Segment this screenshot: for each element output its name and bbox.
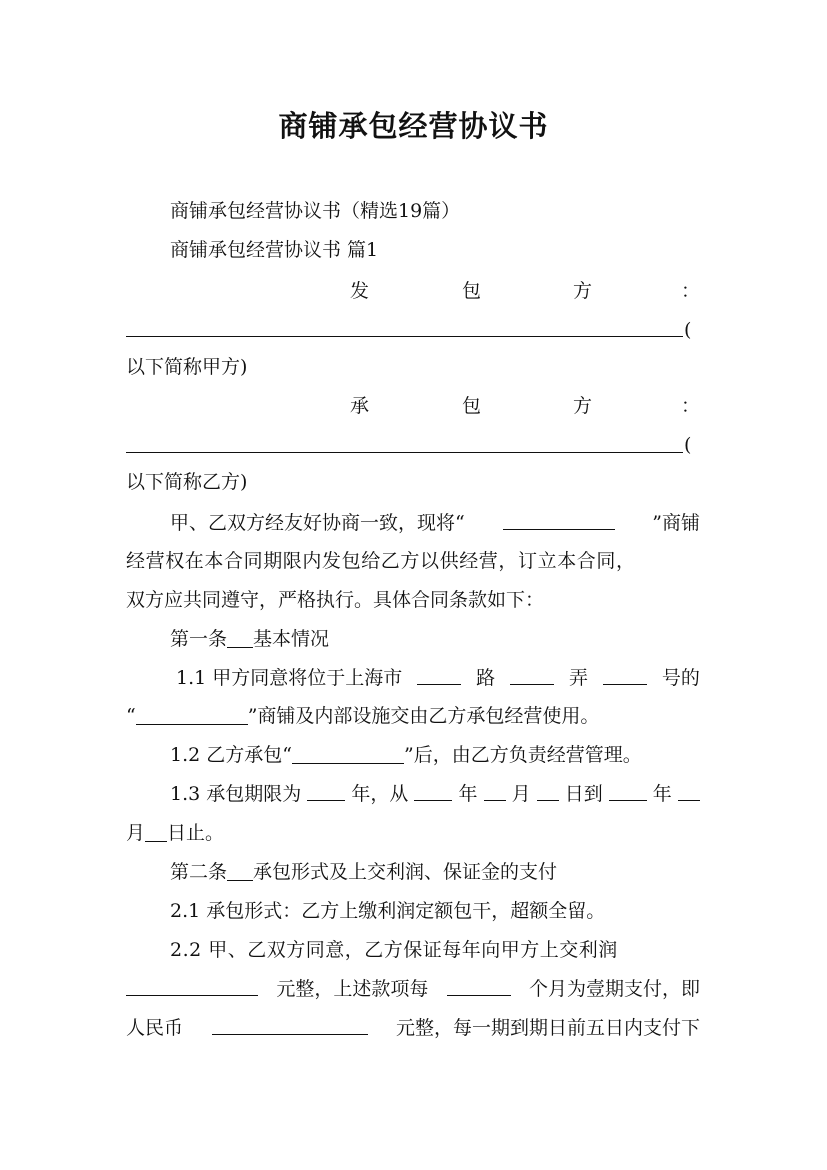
installment-amount-blank <box>212 1014 368 1035</box>
clause-1-3 <box>170 780 700 808</box>
road-blank <box>417 664 461 685</box>
clause-1-3-l2-b: 日止。 <box>167 822 225 844</box>
chapter-heading: 商铺承包经营协议书 篇1 <box>170 239 379 261</box>
start-year-blank <box>414 780 452 801</box>
article-2-heading-text: 承包形式及上交利润、保证金的支付 <box>253 861 558 883</box>
clause-1-3-a: 1.3 承包期限为 <box>170 783 302 805</box>
party-b-char-3: 方 <box>573 395 593 417</box>
party-a-note: 以下简称甲方) <box>126 356 248 378</box>
clause-1-3-e: 日到 <box>564 783 603 805</box>
article-2-heading-gap <box>227 860 253 881</box>
clause-1-1 <box>176 664 700 692</box>
shop-name-blank-3 <box>292 743 404 764</box>
clause-1-1-c: 弄 <box>569 667 589 689</box>
number-blank <box>603 664 647 685</box>
shop-name-blank <box>503 509 615 530</box>
party-b-char-1: 承 <box>350 395 370 417</box>
party-a-char-1: 发 <box>350 280 370 302</box>
clause-1-1-l2-b: ”商铺及内部设施交由乙方承包经营使用。 <box>247 705 600 727</box>
clause-1-3-d: 月 <box>511 783 531 805</box>
clause-1-1-a: 1.1 甲方同意将位于上海市 <box>176 667 403 689</box>
party-a-char-3: 方 <box>573 280 593 302</box>
start-day-blank <box>537 780 559 801</box>
clause-1-3-line-2 <box>126 819 224 847</box>
clause-2-2-line-3 <box>126 1014 700 1042</box>
article-2-heading <box>170 858 557 886</box>
party-b-note: 以下简称乙方) <box>126 471 248 493</box>
article-2-heading-num: 第二条 <box>170 861 228 883</box>
clause-2-1: 2.1 承包形式：乙方上缴利润定额包干，超额全留。 <box>170 900 606 922</box>
article-1-heading <box>170 625 329 653</box>
party-a-paren: ( <box>684 319 692 341</box>
annual-profit-blank <box>126 975 258 996</box>
clause-2-2-l3-a: 人民币 <box>126 1017 184 1039</box>
party-b-paren: ( <box>684 434 692 456</box>
clause-1-1-d: 号的 <box>661 667 700 689</box>
clause-1-2-b: ”后，由乙方负责经营管理。 <box>403 744 642 766</box>
clause-1-3-f: 年 <box>652 783 672 805</box>
clause-2-2-l2-a: 元整，上述款项每 <box>276 978 429 1000</box>
clause-2-2: 2.2 甲、乙双方同意，乙方保证每年向甲方上交利润 <box>170 939 618 961</box>
term-years-blank <box>307 780 345 801</box>
document-subtitle: 商铺承包经营协议书（精选19篇） <box>170 200 461 222</box>
intro-line-1-text-b: ”商铺 <box>652 512 700 534</box>
party-a-char-2: 包 <box>462 280 482 302</box>
article-1-heading-text: 基本情况 <box>253 628 330 650</box>
clause-2-2-line-2 <box>126 975 700 1003</box>
intro-line-3: 双方应共同遵守，严格执行。具体合同条款如下： <box>126 589 545 611</box>
clause-1-2-a: 1.2 乙方承包“ <box>170 744 292 766</box>
end-month-blank <box>678 780 700 801</box>
intro-line-2: 经营权在本合同期限内发包给乙方以供经营，订立本合同， <box>126 550 636 572</box>
clause-1-1-l2-a: “ <box>126 705 136 727</box>
clause-1-3-l2-a: 月 <box>126 822 146 844</box>
clause-1-3-c: 年 <box>458 783 478 805</box>
clause-1-1-line-2 <box>126 702 599 730</box>
intro-line-1 <box>170 509 700 537</box>
article-1-heading-num: 第一条 <box>170 628 228 650</box>
end-year-blank <box>609 780 647 801</box>
party-b-blank <box>126 452 683 453</box>
party-b-colon: ： <box>681 395 701 417</box>
document-title: 商铺承包经营协议书 <box>278 109 549 143</box>
end-day-blank <box>145 821 167 842</box>
clause-2-2-l2-b: 个月为壹期支付，即 <box>528 978 700 1000</box>
article-1-heading-gap <box>227 627 253 648</box>
lane-blank <box>510 664 554 685</box>
clause-1-3-b: 年，从 <box>351 783 409 805</box>
payment-months-blank <box>447 975 511 996</box>
party-b-char-2: 包 <box>462 395 482 417</box>
clause-1-2 <box>170 741 642 769</box>
party-a-colon: ： <box>681 280 701 302</box>
intro-line-1-text-a: 甲、乙双方经友好协商一致，现将“ <box>170 512 465 534</box>
start-month-blank <box>484 780 506 801</box>
party-a-blank <box>126 336 683 337</box>
clause-1-1-b: 路 <box>476 667 496 689</box>
shop-name-blank-2 <box>136 704 248 725</box>
clause-2-2-l3-b: 元整，每一期到期日前五日内支付下 <box>395 1017 700 1039</box>
